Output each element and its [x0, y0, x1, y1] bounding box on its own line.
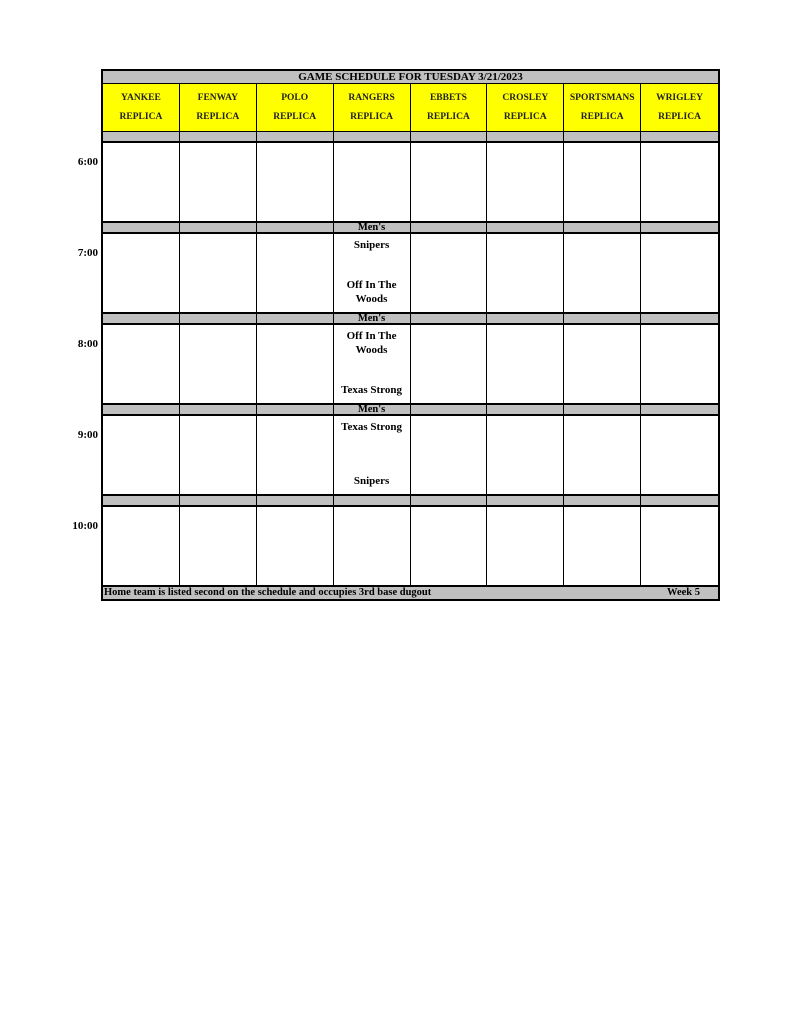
- field-name: EBBETS: [429, 92, 467, 103]
- field-type: REPLICA: [273, 112, 317, 123]
- division-label: [180, 132, 257, 141]
- week-label: Week 5: [667, 587, 700, 598]
- division-label: [257, 132, 334, 141]
- time-label: 9:00: [77, 429, 98, 441]
- division-label: [103, 223, 180, 232]
- division-row: [101, 404, 720, 415]
- game-cell: [411, 325, 488, 403]
- home-team-note: Home team is listed second on the schedule and occupies 3rd base dugout: [104, 587, 432, 598]
- game-cell: [641, 325, 718, 403]
- away-team: Off In The Woods: [346, 330, 397, 356]
- game-cell: [411, 416, 488, 494]
- division-label: [257, 223, 334, 232]
- game-cell: [257, 416, 334, 494]
- home-team: Texas Strong: [341, 384, 402, 396]
- field-header-sportsmans: [564, 84, 641, 131]
- division-label: [257, 405, 334, 414]
- game-cell: [564, 143, 641, 221]
- division-label: [411, 223, 488, 232]
- game-cell: [180, 507, 257, 585]
- field-header-rangers: [334, 84, 411, 131]
- division-label: [564, 314, 641, 323]
- division-label: [641, 314, 718, 323]
- time-label: 7:00: [77, 247, 98, 259]
- time-slot-row: [101, 506, 720, 586]
- game-cell: [641, 143, 718, 221]
- division-label: [103, 132, 180, 141]
- time-label: 6:00: [77, 156, 98, 168]
- away-team: Snipers: [353, 239, 390, 251]
- division-label: [564, 223, 641, 232]
- division-row: [101, 222, 720, 233]
- time-label: 10:00: [72, 520, 98, 532]
- time-slot-row: [101, 233, 720, 313]
- division-label: [411, 132, 488, 141]
- division-label: [411, 496, 488, 505]
- field-header-polo: [257, 84, 334, 131]
- field-header-row: [101, 84, 720, 131]
- game-cell: [334, 325, 411, 403]
- field-name: CROSLEY: [502, 92, 549, 103]
- division-label: [564, 496, 641, 505]
- field-name: RANGERS: [348, 92, 395, 103]
- game-cell: [334, 234, 411, 312]
- division-label: [487, 132, 564, 141]
- division-label: [487, 223, 564, 232]
- field-type: REPLICA: [427, 112, 470, 123]
- division-label: [334, 132, 411, 141]
- division-label: [180, 496, 257, 505]
- division-label: [257, 314, 334, 323]
- game-cell: [564, 234, 641, 312]
- field-type: REPLICA: [503, 112, 547, 123]
- field-type: REPLICA: [658, 112, 701, 123]
- schedule-table: [101, 69, 720, 601]
- game-cell: [641, 234, 718, 312]
- division-label: [411, 405, 488, 414]
- game-cell: [334, 143, 411, 221]
- game-cell: [103, 507, 180, 585]
- division-label: [641, 405, 718, 414]
- away-team: Texas Strong: [341, 421, 402, 433]
- game-cell: [180, 325, 257, 403]
- division-label: [641, 223, 718, 232]
- game-cell: [257, 234, 334, 312]
- division-row: [101, 495, 720, 506]
- game-cell: [487, 325, 564, 403]
- game-cell: [411, 143, 488, 221]
- time-label: 8:00: [77, 338, 98, 350]
- field-name: WRIGLEY: [656, 92, 704, 103]
- division-label: [641, 132, 718, 141]
- game-cell: [487, 234, 564, 312]
- field-header-crosley: [487, 84, 564, 131]
- field-type: REPLICA: [119, 112, 163, 123]
- division-label: [180, 405, 257, 414]
- division-label: [411, 314, 488, 323]
- time-slot-row: [101, 324, 720, 404]
- division-label: Men's: [334, 405, 411, 414]
- division-label: [564, 132, 641, 141]
- schedule-footer: [101, 586, 720, 601]
- division-label: [103, 405, 180, 414]
- game-cell: [411, 234, 488, 312]
- division-label: [180, 223, 257, 232]
- field-name: POLO: [281, 92, 309, 103]
- field-header-wrigley: [641, 84, 718, 131]
- home-team: Off In The Woods: [346, 279, 397, 305]
- game-cell: [564, 507, 641, 585]
- division-row: [101, 131, 720, 142]
- game-cell: [411, 507, 488, 585]
- division-label: [103, 314, 180, 323]
- field-name: SPORTSMANS: [569, 92, 635, 103]
- field-name: YANKEE: [121, 92, 161, 103]
- game-cell: [641, 507, 718, 585]
- division-label: [564, 405, 641, 414]
- game-cell: [180, 234, 257, 312]
- time-slot-row: [101, 142, 720, 222]
- game-cell: [103, 325, 180, 403]
- field-type: REPLICA: [350, 112, 393, 123]
- field-header-fenway: [180, 84, 257, 131]
- division-label: [334, 496, 411, 505]
- game-cell: [180, 143, 257, 221]
- game-cell: [103, 416, 180, 494]
- game-cell: [334, 416, 411, 494]
- game-cell: [180, 416, 257, 494]
- division-label: [257, 496, 334, 505]
- game-cell: [564, 416, 641, 494]
- field-header-yankee: [103, 84, 180, 131]
- division-label: [641, 496, 718, 505]
- division-row: [101, 313, 720, 324]
- division-label: [103, 496, 180, 505]
- division-label: [180, 314, 257, 323]
- game-cell: [641, 416, 718, 494]
- division-label: [487, 314, 564, 323]
- division-label: Men's: [334, 314, 411, 323]
- field-header-ebbets: [411, 84, 488, 131]
- game-cell: [103, 143, 180, 221]
- schedule-title: GAME SCHEDULE FOR TUESDAY 3/21/2023: [101, 69, 720, 84]
- game-cell: [257, 143, 334, 221]
- time-slot-row: [101, 415, 720, 495]
- division-label: [487, 405, 564, 414]
- division-label: [487, 496, 564, 505]
- game-cell: [564, 325, 641, 403]
- game-cell: [487, 143, 564, 221]
- game-cell: [257, 507, 334, 585]
- field-name: FENWAY: [197, 92, 238, 103]
- game-cell: [487, 416, 564, 494]
- game-cell: [257, 325, 334, 403]
- field-type: REPLICA: [580, 112, 624, 123]
- game-cell: [487, 507, 564, 585]
- game-cell: [103, 234, 180, 312]
- game-cell: [334, 507, 411, 585]
- home-team: Snipers: [353, 475, 390, 487]
- field-type: REPLICA: [196, 112, 240, 123]
- division-label: Men's: [334, 223, 411, 232]
